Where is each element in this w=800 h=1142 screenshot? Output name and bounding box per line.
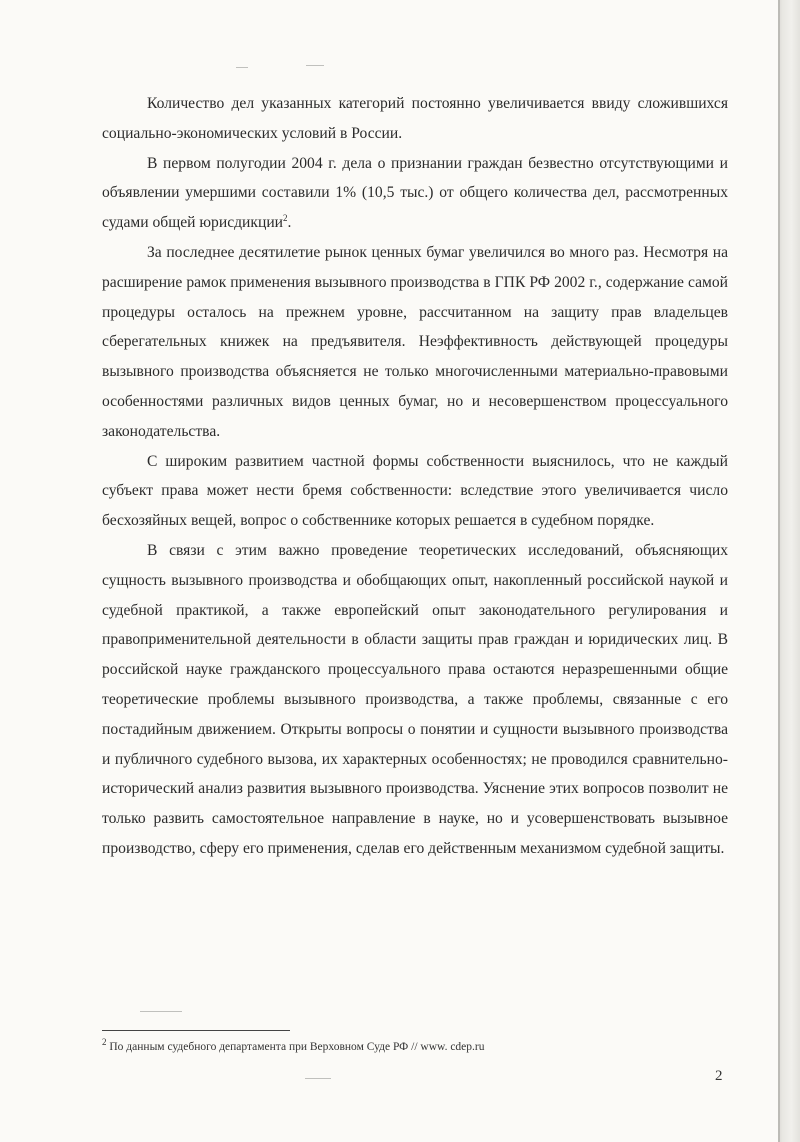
scan-speck (306, 65, 324, 66)
paragraph-text: Количество дел указанных категорий постоянно увеличивается ввиду сложившихся социально-экономических условий в России. (102, 95, 728, 142)
paragraph-3 (102, 238, 728, 447)
footnote-ref: 2 (283, 213, 288, 223)
footnote-separator (102, 1030, 290, 1031)
page-edge (778, 0, 800, 1142)
page-number: 2 (715, 1068, 723, 1084)
footnote-text: По данным судебного департамента при Верховном Суде РФ // www. cdep.ru (109, 1041, 485, 1053)
scan-speck (305, 1078, 331, 1079)
footnote-number: 2 (102, 1037, 107, 1048)
paragraph-tail: . (287, 214, 292, 232)
paragraph-4 (102, 447, 728, 536)
paragraph-5 (102, 536, 728, 864)
scan-speck (236, 67, 248, 68)
paragraph-text: За последнее десятилетие рынок ценных бумаг увеличился во много раз. Несмотря на расширение рамок применения вызывного производства в ГПК РФ 2002 г., содержание самой процедуры осталось на прежнем уровне, рассчитанном на защиту прав владельцев сберегательных книжек на предъявителя. Неэффективность действующей процедуры вызывного производства объясняется не только многочисленными материально-правовыми особенностями различных видов ценных бумаг, но и несовершенством процессуального законодательства. (102, 243, 728, 440)
paragraph-1 (102, 89, 728, 149)
paragraph-2 (102, 149, 728, 238)
paragraph-text: С широким развитием частной формы собственности выяснилось, что не каждый субъект права может нести бремя собственности: вследствие этого увеличивается число бесхозяйных вещей, вопрос о собственнике которых решается в судебном порядке. (102, 452, 728, 530)
paragraph-text: В связи с этим важно проведение теоретических исследований, объясняющих сущность вызывного производства и обобщающих опыт, накопленный российской наукой и судебной практикой, а также европейский опыт законодательного регулирования и правоприменительной деятельности в области защиты прав граждан и юридических лиц. В российской науке гражданского процессуального права остаются неразрешенными общие теоретические проблемы вызывного производства, а также проблемы, связанные с его постадийным движением. Открыты вопросы о понятии и сущности вызывного производства и публичного судебного вызова, их характерных особенностях; не проводился сравнительно-исторический анализ развития вызывного производства. Уяснение этих вопросов позволит не только развить самостоятельное направление в науке, но и усовершенствовать вызывное производство, сферу его применения, сделав его действенным механизмом судебной защиты. (102, 541, 728, 857)
body-text (102, 89, 728, 864)
footnote (102, 1037, 485, 1053)
scan-speck (140, 1011, 182, 1012)
paragraph-text: В первом полугодии 2004 г. дела о признании граждан безвестно отсутствующими и объявлении умершими составили 1% (10,5 тыс.) от общего количества дел, рассмотренных судами общей юрисдикции (102, 154, 728, 232)
